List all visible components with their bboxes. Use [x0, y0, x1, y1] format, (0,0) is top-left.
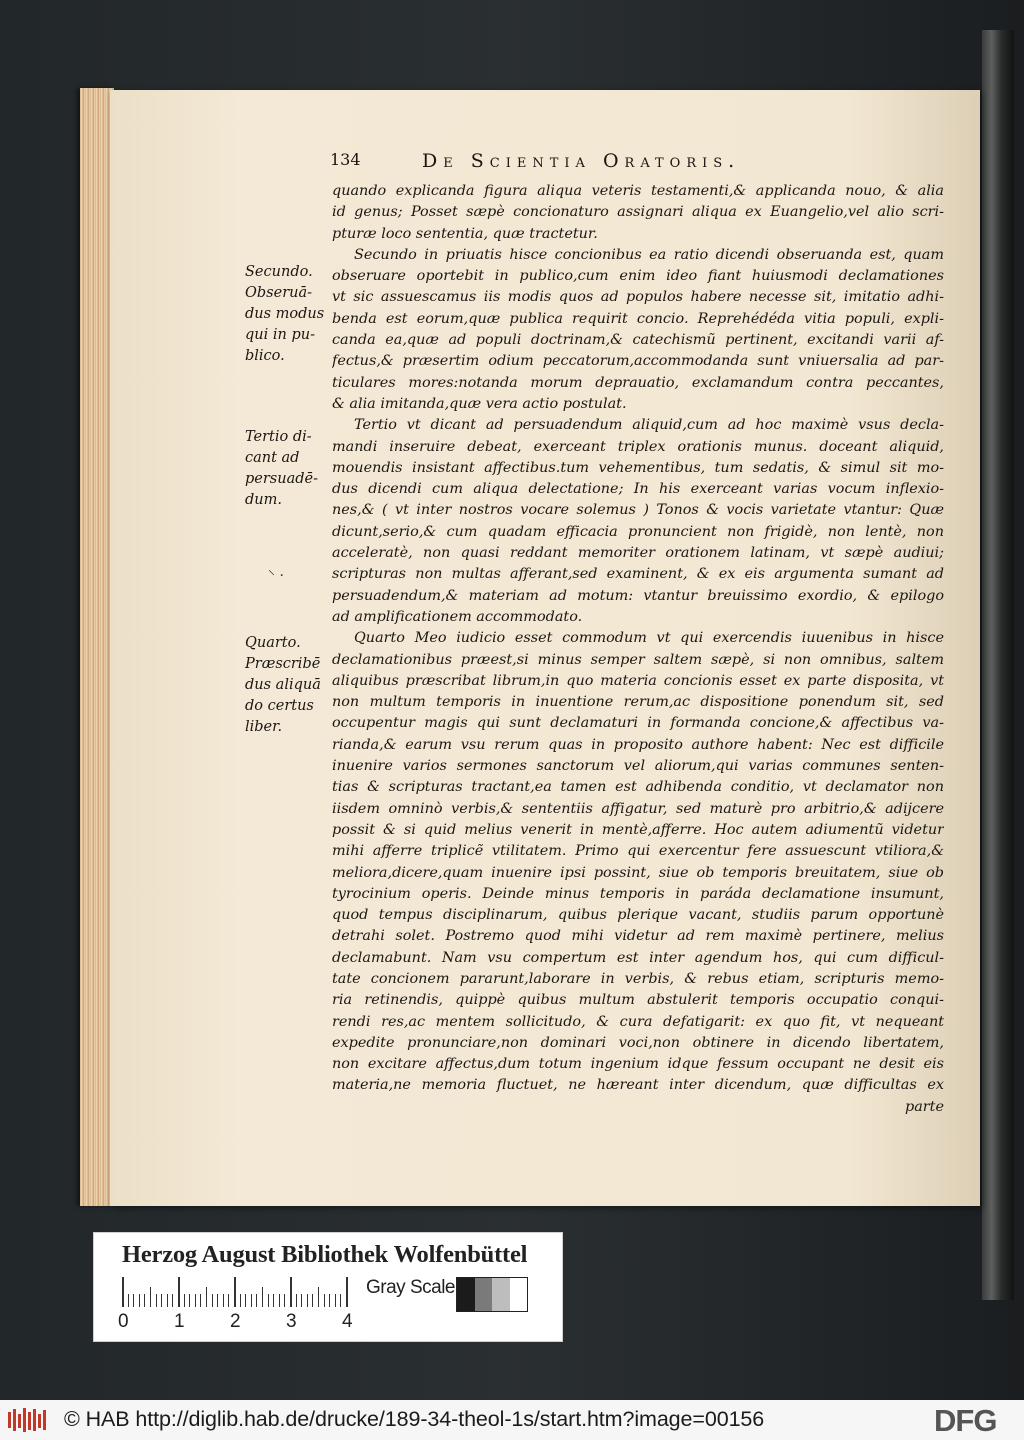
ruler-tick: [251, 1294, 252, 1307]
text-line: Tertio vt dicant ad persuadendum aliquid,cum ad hoc maximè vsus decla-: [354, 417, 944, 434]
text-line: pturæ loco sententia, quæ tractetur.: [332, 225, 598, 242]
library-label: [93, 1232, 563, 1342]
margin-note-secundo: [245, 262, 331, 367]
margin-note-quarto: [245, 633, 331, 738]
margin-note-line: qui in pu-: [245, 327, 315, 343]
ruler-tick: [284, 1294, 285, 1307]
text-line: mouendis insistant affectibus.tum vehementibus, tum sedatis, & simul sit mo-: [332, 459, 944, 476]
margin-note-line: Præscribē: [245, 656, 321, 672]
text-line: rianda,& earum vsu rerum quas in proposito authore habent: Nec est difficile: [332, 736, 944, 753]
text-line: ad amplificationem accommodato.: [332, 608, 583, 625]
ruler-tick: [296, 1294, 297, 1307]
text-line: Quarto Meo iudicio esset commodum vt qui exercendis iuuenibus in hisce: [354, 630, 944, 647]
text-line: benda est eorum,quæ publica requirit concio. Reprehédéda vitia populi, expli-: [332, 310, 944, 327]
text-line: scripturas non multas afferant,sed examinent, & ex eis argumenta sumant ad: [332, 566, 944, 583]
grayscale-swatch: [457, 1278, 475, 1311]
ruler-tick: [178, 1277, 180, 1307]
text-line: occupentur magis qui sunt declamaturi in formanda concione,& affectibus va-: [332, 715, 944, 732]
ruler-tick: [329, 1294, 330, 1307]
text-line: tias & scripturas tractant,ea tamen est adhibenda conditio, vt declamator non: [332, 779, 944, 796]
ruler-tick: [273, 1294, 274, 1307]
text-line: declamationibus præest,si minus semper saltem sæpè, si non omnibus, saltem: [332, 651, 944, 668]
ruler-tick: [184, 1294, 185, 1307]
ruler-tick: [346, 1277, 348, 1307]
ruler-tick: [167, 1294, 168, 1307]
text-line: parte: [905, 1098, 944, 1115]
ruler-tick: [290, 1277, 292, 1307]
ruler-tick: [240, 1294, 241, 1307]
library-name: Herzog August Bibliothek Wolfenbüttel: [122, 1241, 528, 1268]
ruler-tick: [262, 1287, 263, 1307]
page-number: 134: [330, 150, 361, 169]
ruler-tick: [217, 1294, 218, 1307]
grayscale-swatches: [456, 1277, 528, 1312]
cm-ruler: [122, 1277, 354, 1307]
text-line: expedite pronunciare,non dominari voci,non obtinere in dicendo libertatem,: [332, 1034, 944, 1051]
ruler-tick: [133, 1294, 134, 1307]
grayscale-swatch: [475, 1278, 493, 1311]
ruler-tick: [156, 1294, 157, 1307]
book-cover-edge: [982, 30, 1014, 1300]
running-head: [330, 150, 950, 176]
text-line: inuenire varios sermones sanctorum vel aliorum,qui varias communes senten-: [332, 758, 944, 775]
ruler-number: 0: [118, 1311, 129, 1332]
text-line: aliquibus præscribat librum,in quo materia concionis esset ex parte disposita, vt: [332, 672, 944, 689]
margin-note-line: dus modus: [245, 306, 325, 322]
text-line: dicunt,serio,& cum quadam efficacia pronuncient non frigidè, non lentè, non: [332, 523, 944, 540]
margin-note-line: dus aliquā: [245, 677, 321, 693]
ruler-number: 4: [342, 1311, 353, 1332]
ruler-tick: [139, 1294, 140, 1307]
margin-note-line: Obseruā-: [245, 285, 313, 301]
margin-note-line: do certus: [245, 698, 314, 714]
margin-note-line: Quarto.: [245, 635, 301, 651]
text-line: tate concionem pararunt,laborare in verbis, & rebus etiam, scripturis memo-: [332, 970, 944, 987]
ruler-tick: [144, 1294, 145, 1307]
text-line: mandi inseruire debeat, exerceant triplex orationis munus. doceant aliquid,: [332, 438, 944, 455]
text-line: persuadendum,& materiam ad motum: vtantur breuissimo exordio, & epilogo: [332, 587, 944, 604]
grayscale-swatch: [510, 1278, 528, 1311]
margin-note-line: cant ad: [245, 450, 300, 466]
margin-note-line: blico.: [245, 348, 285, 364]
ruler-tick: [324, 1294, 325, 1307]
ruler-tick: [268, 1294, 269, 1307]
text-line: fectus,& præsertim odium peccatorum,accommodanda sunt vniuersalia ad par-: [332, 353, 944, 370]
text-line: non multum temporis in inuentione rerum,ac dispositione ponendum sit, sed: [332, 694, 944, 711]
text-line: canda ea,quæ ad populi doctrinam,& catechismũ pertinent, excitandi varii af-: [332, 332, 944, 349]
ruler-tick: [340, 1294, 341, 1307]
grayscale-label: Gray Scale: [366, 1277, 455, 1298]
ruler-numbers: [118, 1311, 358, 1335]
ruler-number: 1: [174, 1311, 185, 1332]
ruler-tick: [150, 1287, 151, 1307]
stray-mark: ⸌ ·: [268, 568, 284, 584]
ruler-tick: [301, 1294, 302, 1307]
ruler-tick: [228, 1294, 229, 1307]
ruler-tick: [245, 1294, 246, 1307]
margin-note-line: persuadē-: [245, 471, 318, 487]
ruler-tick: [279, 1294, 280, 1307]
ruler-tick: [335, 1294, 336, 1307]
text-line: meliora,dicere,quam inuenire ipsi possint, siue ob temporis breuitatem, siue ob: [332, 864, 944, 881]
ruler-number: 2: [230, 1311, 241, 1332]
text-line: iisdem omninò verbis,& sententiis affigatur, sed maturè pro arbitrio,& adijcere: [332, 800, 944, 817]
margin-note-line: dum.: [245, 492, 282, 508]
copyright-link[interactable]: © HAB http://diglib.hab.de/drucke/189-34-theol-1s/start.htm?image=00156: [64, 1407, 765, 1431]
margin-note-line: Secundo.: [245, 264, 313, 280]
text-line: Secundo in priuatis hisce concionibus ea ratio dicendi obseruanda est, quam: [354, 246, 944, 263]
viewer-footer: [0, 1400, 1024, 1440]
page-edges: [80, 88, 114, 1206]
ruler-tick: [195, 1294, 196, 1307]
text-line: obseruare oportebit in publico,cum enim ideo fiant huiusmodi declamationes: [332, 268, 944, 285]
text-line: vt sic assuescamus iis modis quos ad populos habere necesse sit, imitatio adhi-: [332, 289, 944, 306]
ruler-tick: [189, 1294, 190, 1307]
margin-note-line: liber.: [245, 719, 283, 735]
text-line: rendi res,ac mentem sollicitudo, & cura defatigarit: ex quo fit, vt nequeant: [332, 1013, 944, 1030]
ruler-tick: [172, 1294, 173, 1307]
text-line: acceleratè, non quasi reddant memoriter orationem latinam, vt sæpè audiui;: [332, 545, 944, 562]
body-text: [332, 181, 944, 1118]
text-line: mihi afferre triplicẽ vtilitatem. Primo qui exercentur fere assuescunt vtiliora,&: [332, 843, 944, 860]
ruler-tick: [223, 1294, 224, 1307]
ruler-tick: [312, 1294, 313, 1307]
ruler-tick: [212, 1294, 213, 1307]
ruler-tick: [128, 1294, 129, 1307]
text-line: quod tempus disciplinarum, quibus plerique vacant, studiis parum opportunè: [332, 907, 944, 924]
ruler-tick: [200, 1294, 201, 1307]
text-line: id genus; Posset sæpè concionaturo assignari aliqua ex Euangelio,vel alio scri-: [332, 204, 944, 221]
text-line: & alia imitanda,quæ vera actio postulat.: [332, 395, 627, 412]
ruler-tick: [318, 1287, 319, 1307]
ruler-tick: [234, 1277, 236, 1307]
text-line: detrahi solet. Postremo quod mihi videtur ad rem maximè pertinere, melius: [332, 928, 944, 945]
margin-note-tertio: [245, 427, 331, 511]
text-line: ria retinendis, quippè quibus multum abstulerit temporis occupatio conqui-: [332, 992, 944, 1009]
grayscale-swatch: [492, 1278, 510, 1311]
text-line: nes,& ( vt inter nostros vocare solemus ) Tonos & vocis varietate vtantur: Quæ: [332, 502, 944, 519]
margin-note-line: Tertio di-: [245, 429, 312, 445]
text-line: non excitare affectus,dum totum ingenium idque fessum occupant ne desit eis: [332, 1056, 944, 1073]
text-line: possit & si quid melius venerit in mentè,afferre. Hoc autem adiumentũ videtur: [332, 821, 944, 838]
text-line: declamabunt. Nam vsu compertum est inter agendum hos, qui cum difficul-: [332, 949, 944, 966]
text-line: tyrocinium operis. Deinde minus temporis in paráda declamatione insumunt,: [332, 885, 944, 902]
ruler-tick: [161, 1294, 162, 1307]
ruler-tick: [206, 1287, 207, 1307]
digilib-logo-icon[interactable]: [6, 1406, 50, 1434]
ruler-tick: [307, 1294, 308, 1307]
running-title: De Scientia Oratoris.: [422, 150, 741, 172]
ruler-tick: [256, 1294, 257, 1307]
text-line: ticulares mores:notanda morum deprauatio, exclamandum contra peccantes,: [332, 374, 944, 391]
text-line: dus dicendi cum aliqua delectatione; In his exerceant varias vocum inflexio-: [332, 481, 944, 498]
text-line: materia,ne memoria fluctuet, ne hæreant inter dicendum, quæ difficultas ex: [332, 1077, 944, 1094]
dfg-logo[interactable]: DFG: [934, 1403, 997, 1438]
text-line: quando explicanda figura aliqua veteris testamenti,& applicanda nouo, & alia: [332, 183, 944, 199]
ruler-tick: [122, 1277, 124, 1307]
ruler-number: 3: [286, 1311, 297, 1332]
